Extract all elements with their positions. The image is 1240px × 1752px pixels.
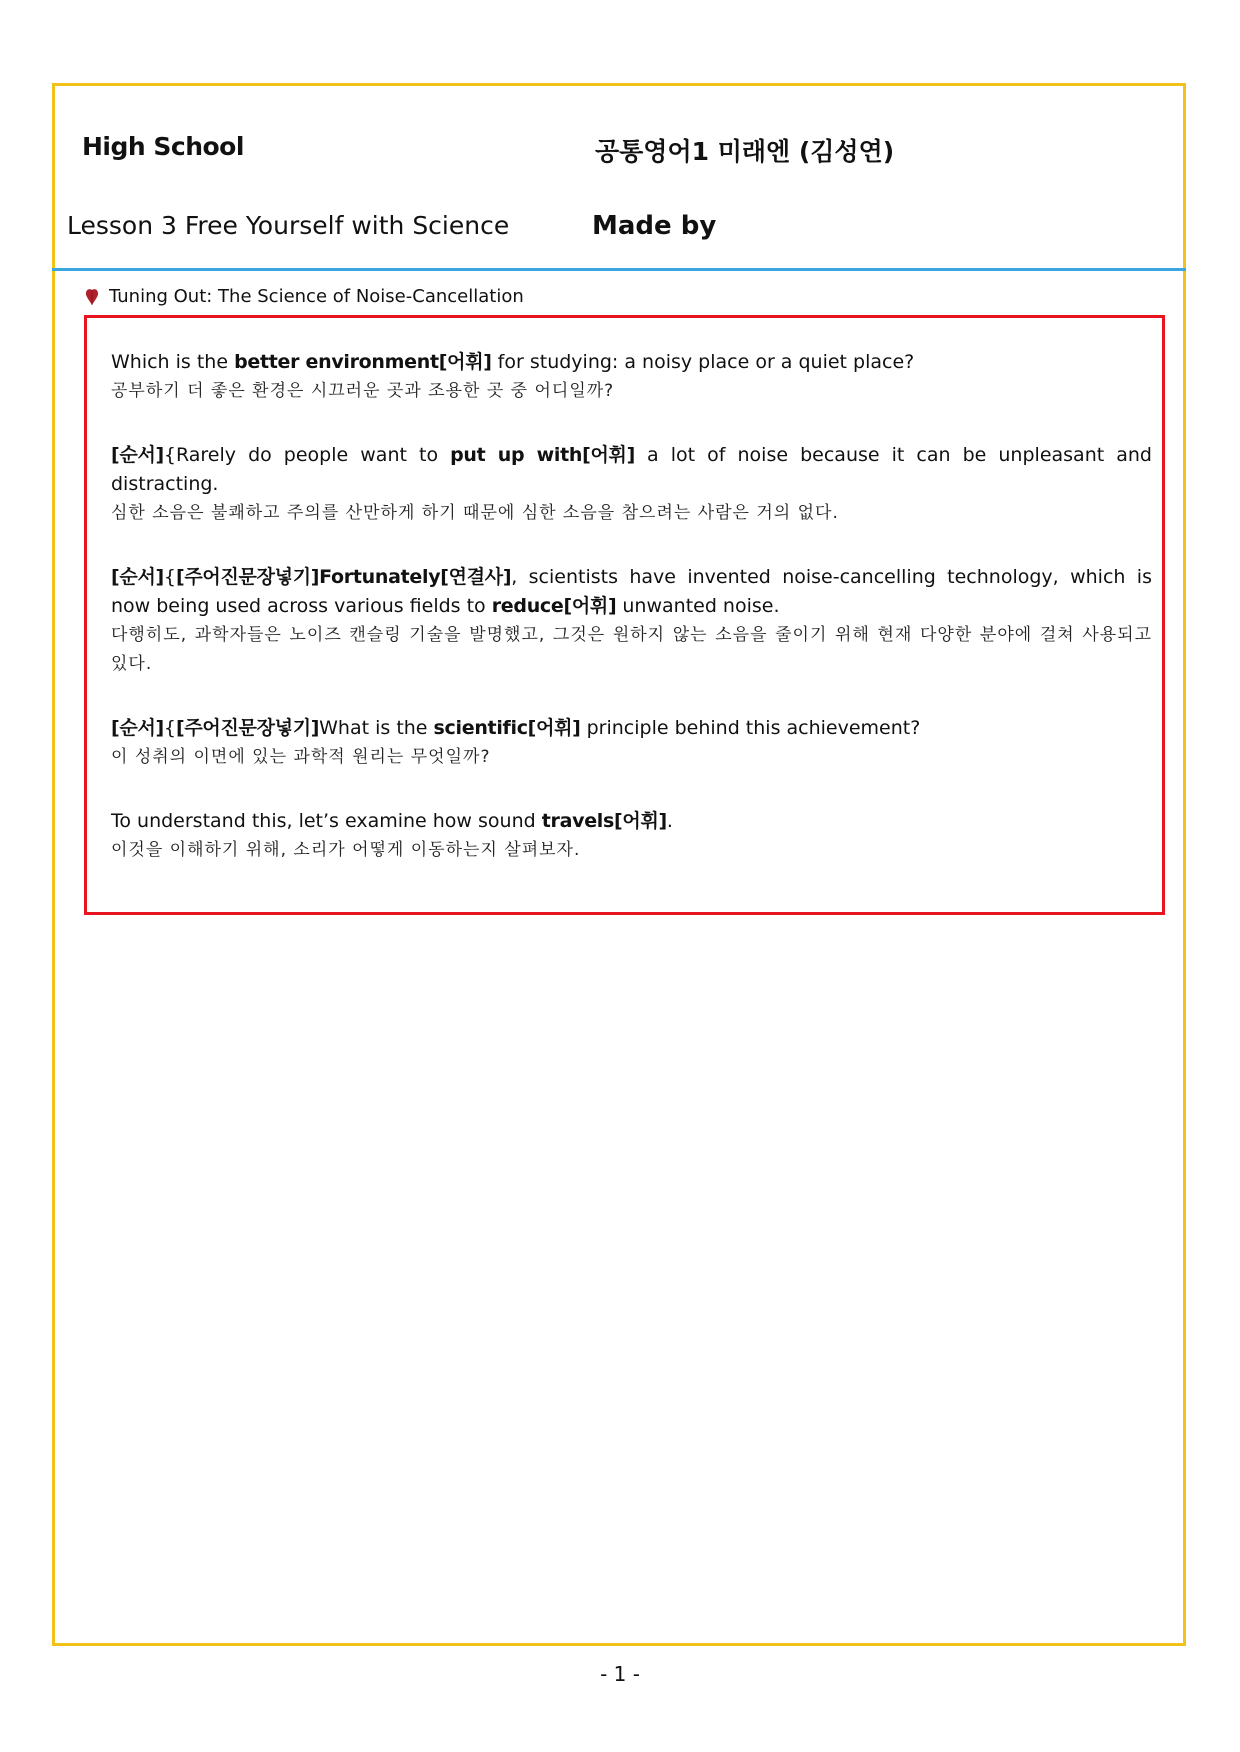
korean-translation: 이 성취의 이면에 있는 과학적 원리는 무엇일까? <box>111 747 491 767</box>
highlighted-term: [순서] <box>111 717 164 739</box>
sentence-text: unwanted noise. <box>616 595 780 617</box>
sentence-text: for studying: a noisy place or a quiet place? <box>491 351 915 373</box>
lesson-title: Lesson 3 Free Yourself with Science <box>67 211 510 240</box>
sentence-text: Which is the <box>111 351 235 373</box>
passage-box <box>84 315 1165 915</box>
paragraph <box>97 348 1152 406</box>
highlighted-term: [주어진문장넣기]Fortunately[연결사] <box>175 566 512 588</box>
highlighted-term: [순서] <box>111 566 164 588</box>
page-number: - 1 - <box>600 1662 640 1686</box>
korean-translation: 다행히도, 과학자들은 노이즈 캔슬링 기술을 발명했고, 그것은 원하지 않는 소음을 줄이기 위해 현재 다양한 분야에 걸쳐 사용되고 있다. <box>111 625 1152 674</box>
made-by-label: Made by <box>592 211 717 241</box>
korean-translation: 심한 소음은 불쾌하고 주의를 산만하게 하기 때문에 심한 소음을 참으려는 사람은 거의 없다. <box>111 503 839 523</box>
sentence-text: { <box>163 717 176 739</box>
section-heading <box>85 286 524 307</box>
highlighted-term: travels[어휘] <box>541 810 667 832</box>
highlighted-term: put up with[어휘] <box>450 444 635 466</box>
paragraph <box>97 714 1152 772</box>
header-divider <box>52 268 1186 271</box>
sentence-text: { <box>163 566 176 588</box>
textbook-title: 공통영어1 미래엔 (김성연) <box>595 137 895 166</box>
english-sentence <box>97 348 1152 377</box>
korean-translation: 공부하기 더 좋은 환경은 시끄러운 곳과 조용한 곳 중 어디일까? <box>111 381 615 401</box>
highlighted-term: better environment[어휘] <box>234 351 492 373</box>
sentence-text: . <box>666 810 673 832</box>
english-sentence <box>97 441 1152 499</box>
section-title-text: Tuning Out: The Science of Noise-Cancellation <box>109 286 524 307</box>
paragraph <box>97 441 1152 528</box>
paragraph <box>97 807 1152 865</box>
sentence-text: To understand this, let’s examine how sound <box>111 810 542 832</box>
korean-translation: 이것을 이해하기 위해, 소리가 어떻게 이동하는지 살펴보자. <box>111 840 581 860</box>
sentence-text: What is the <box>319 717 434 739</box>
english-sentence <box>97 563 1152 621</box>
sentence-text: principle behind this achievement? <box>580 717 921 739</box>
english-sentence <box>97 714 1152 743</box>
heart-bullet-icon <box>85 288 99 306</box>
highlighted-term: [순서] <box>111 444 164 466</box>
highlighted-term: scientific[어휘] <box>433 717 581 739</box>
sentence-text: a lot of noise because it can be unpleasant and distracting. <box>111 444 1152 495</box>
paragraph <box>97 563 1152 679</box>
school-level: High School <box>82 132 244 161</box>
highlighted-term: reduce[어휘] <box>491 595 617 617</box>
highlighted-term: [주어진문장넣기] <box>175 717 320 739</box>
sentence-text: , scientists have invented noise-cancelling technology, which is now being used across various fields to <box>111 566 1152 617</box>
sentence-text: {Rarely do people want to <box>163 444 451 466</box>
page-frame <box>52 83 1186 1646</box>
english-sentence <box>97 807 1152 836</box>
